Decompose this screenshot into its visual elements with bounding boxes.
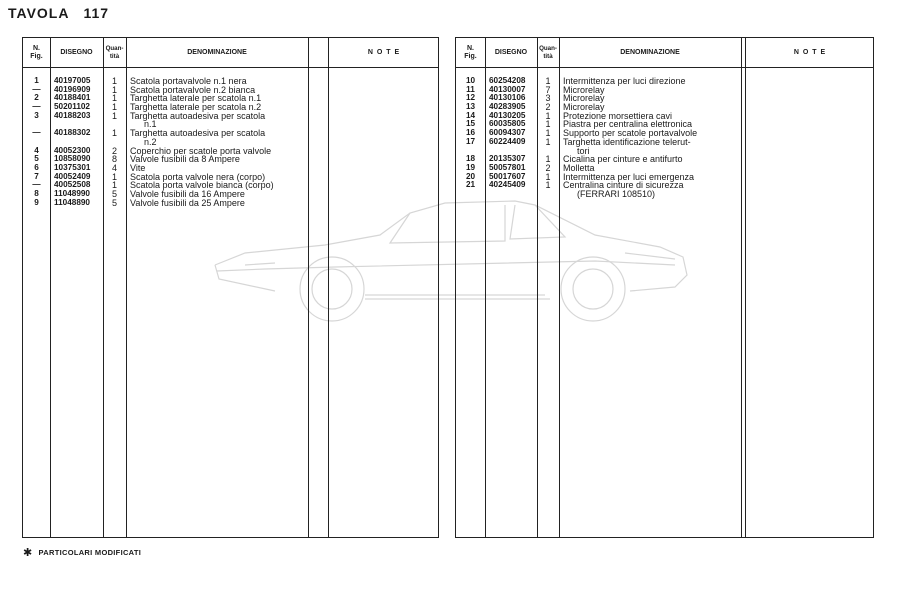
disegno-cell: 40188203 (54, 110, 91, 120)
rows-left (23, 77, 438, 207)
table-row (23, 129, 438, 138)
fig-cell: 1 (34, 76, 39, 85)
disegno-cell: 40130007 (489, 84, 526, 94)
quantita-cell: 1 (545, 180, 551, 191)
fig-cell: 18 (465, 154, 476, 164)
footer-note (23, 546, 141, 559)
quantita-cell: 1 (111, 128, 117, 139)
parts-table-left (22, 37, 439, 538)
disegno-cell: 40130205 (489, 110, 526, 120)
denominazione-cell: Targhetta autoadesiva per scatola (130, 110, 266, 121)
denominazione-cell: Valvole fusibili da 8 Ampere (130, 154, 240, 165)
quantita-cell: 1 (545, 110, 551, 121)
denominazione-cell: Centralina cinture di sicurezza (563, 180, 684, 191)
denominazione-cell: Scatola portavalvole n.2 bianca (130, 84, 256, 95)
denominazione-cell: (FERRARI 108510) (577, 188, 656, 199)
fig-cell: 14 (465, 110, 476, 120)
table-row (23, 199, 438, 208)
disegno-cell: 11048890 (54, 197, 90, 207)
quantita-cell: 5 (111, 188, 117, 199)
quantita-cell: 1 (111, 84, 117, 95)
denominazione-cell: Valvole fusibili da 16 Ampere (130, 188, 245, 199)
denominazione-cell: Targhetta laterale per scatola n.1 (130, 93, 262, 104)
quantita-cell: 1 (111, 171, 117, 182)
fig-cell: 4 (34, 145, 39, 155)
asterisk-icon: ✱ (23, 547, 33, 559)
denominazione-cell: Targhetta autoadesiva per scatola (130, 128, 266, 139)
table-row (456, 190, 873, 199)
fig-cell: 21 (465, 180, 476, 190)
disegno-cell: 40052508 (54, 180, 91, 190)
fig-cell: 8 (34, 188, 39, 198)
disegno-cell: 40283905 (489, 102, 526, 112)
table-row (23, 112, 438, 121)
quantita-cell: 8 (111, 154, 117, 165)
quantita-cell: 1 (545, 136, 551, 147)
denominazione-cell: Coperchio per scatole porta valvole (130, 145, 272, 156)
denominazione-cell: Molletta (563, 162, 595, 173)
fig-cell: 9 (34, 197, 39, 207)
disegno-cell: 40052300 (54, 145, 91, 155)
quantita-cell: 1 (111, 110, 117, 121)
header-quantita: Quan- tità (539, 44, 557, 60)
disegno-cell: 40196909 (54, 84, 91, 94)
disegno-cell: 60224409 (489, 136, 526, 146)
title-word: TAVOLA (8, 5, 70, 21)
header-quantita: Quan- tità (105, 44, 124, 60)
denominazione-cell: Protezione morsettiera cavi (563, 110, 673, 121)
denominazione-cell: Microrelay (563, 84, 605, 95)
denominazione-cell: n.1 (144, 119, 157, 130)
fig-cell: 11 (466, 84, 475, 94)
disegno-cell: 40052409 (54, 171, 91, 181)
disegno-cell: 60035805 (489, 119, 526, 129)
parts-table-right (455, 37, 874, 538)
fig-cell: 6 (34, 162, 39, 172)
table-row (456, 181, 873, 190)
quantita-cell: 7 (545, 84, 551, 95)
denominazione-cell: Intermittenza per luci direzione (563, 76, 686, 86)
disegno-cell: 10375301 (54, 162, 91, 172)
denominazione-cell: n.2 (144, 136, 157, 147)
quantita-cell: 2 (111, 145, 117, 156)
title-number: 117 (83, 5, 110, 21)
fig-cell: 5 (34, 154, 39, 164)
quantita-cell: 1 (545, 128, 551, 139)
denominazione-cell: Vite (130, 162, 146, 173)
denominazione-cell: Scatola porta valvole nera (corpo) (130, 171, 266, 182)
fig-cell: 20 (465, 171, 476, 181)
rows-right (456, 77, 873, 199)
fig-cell: 15 (465, 119, 476, 129)
quantita-cell: 1 (111, 180, 117, 191)
disegno-cell: 40188302 (54, 128, 91, 138)
fig-cell: — (32, 102, 41, 112)
fig-cell: 17 (465, 136, 476, 146)
fig-cell: — (32, 180, 41, 190)
fig-cell: 19 (465, 162, 476, 172)
denominazione-cell: Scatola portavalvole n.1 nera (130, 76, 247, 86)
denominazione-cell: Supporto per scatole portavalvole (563, 128, 698, 139)
header-note: N O T E (367, 48, 401, 56)
quantita-cell: 5 (111, 197, 117, 208)
header-fig: N. Fig. (464, 44, 477, 60)
denominazione-cell: Targhetta laterale per scatola n.2 (130, 102, 262, 113)
header-denominazione: DENOMINAZIONE (187, 48, 247, 56)
fig-cell: — (32, 128, 41, 138)
disegno-cell: 50057801 (489, 162, 526, 172)
header-disegno: DISEGNO (494, 48, 528, 56)
fig-cell: 3 (34, 110, 39, 120)
fig-cell: 7 (34, 171, 39, 181)
disegno-cell: 40188401 (54, 93, 91, 103)
header-denominazione: DENOMINAZIONE (620, 48, 680, 56)
page-title (8, 5, 109, 21)
disegno-cell: 40130106 (489, 93, 526, 103)
disegno-cell: 10858090 (54, 154, 91, 164)
denominazione-cell: Intermittenza per luci emergenza (563, 171, 695, 182)
denominazione-cell: Valvole fusibili da 25 Ampere (130, 197, 245, 208)
fig-cell: 16 (465, 128, 476, 138)
denominazione-cell: Piastra per centralina elettronica (563, 119, 693, 130)
table-row (456, 138, 873, 147)
disegno-cell: 11048990 (54, 188, 90, 198)
quantita-cell: 1 (111, 102, 117, 113)
disegno-cell: 50201102 (54, 102, 90, 112)
quantita-cell: 1 (545, 76, 551, 86)
quantita-cell: 1 (111, 76, 117, 86)
disegno-cell: 40197005 (54, 76, 91, 85)
quantita-cell: 3 (545, 93, 551, 104)
fig-cell: 10 (465, 76, 476, 85)
quantita-cell: 2 (545, 162, 551, 173)
disegno-cell: 60094307 (489, 128, 526, 138)
footer-text: PARTICOLARI MODIFICATI (38, 548, 142, 557)
fig-cell: 2 (34, 93, 39, 103)
disegno-cell: 20135307 (489, 154, 526, 164)
disegno-cell: 40245409 (489, 180, 526, 190)
quantita-cell: 4 (111, 162, 117, 173)
fig-cell: 13 (465, 102, 476, 112)
denominazione-cell: tori (577, 145, 590, 156)
quantita-cell: 1 (111, 93, 117, 104)
denominazione-cell: Microrelay (563, 93, 605, 104)
quantita-cell: 1 (545, 171, 551, 182)
fig-cell: — (32, 84, 41, 94)
header-fig: N. Fig. (30, 44, 43, 60)
denominazione-cell: Targhetta identificazione telerut- (563, 136, 691, 147)
denominazione-cell: Scatola porta valvole bianca (corpo) (130, 180, 274, 191)
quantita-cell: 1 (545, 119, 551, 130)
fig-cell: 12 (465, 93, 476, 103)
header-disegno: DISEGNO (60, 48, 93, 56)
denominazione-cell: Microrelay (563, 102, 605, 113)
disegno-cell: 60254208 (489, 76, 526, 85)
header-note: N O T E (793, 48, 827, 56)
denominazione-cell: Cicalina per cinture e antifurto (563, 154, 683, 165)
quantita-cell: 2 (545, 102, 551, 113)
quantita-cell: 1 (545, 154, 551, 165)
disegno-cell: 50017607 (489, 171, 526, 181)
